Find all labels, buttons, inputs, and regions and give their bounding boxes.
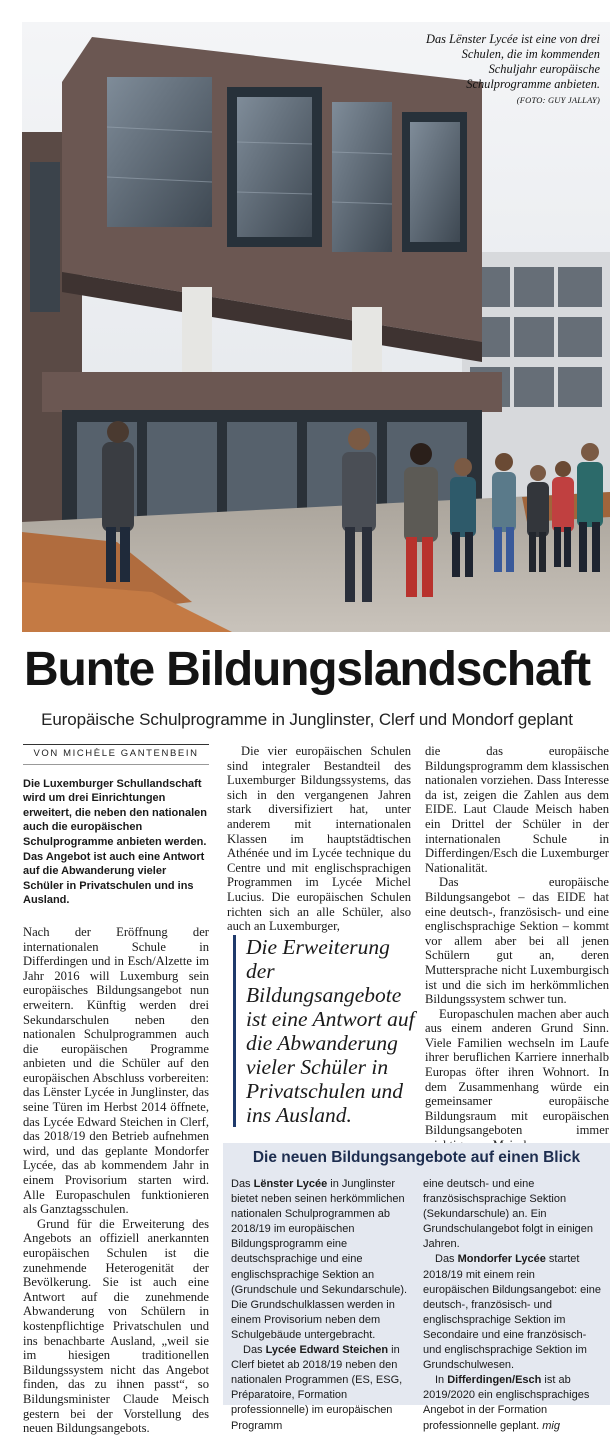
info-box-column-right [423, 1177, 603, 1434]
headline: Bunte Bildungslandschaft [24, 643, 590, 696]
text: startet 2018/19 mit einem rein europäischen Bildungsangebot: eine deutsch-, französisch- und englischsprachige Sektion im Secondaire und eine französisch- und englischsprachige Sektion im Grundschulwesen. [423, 1253, 601, 1372]
info-paragraph [423, 1373, 603, 1433]
subheadline: Europäische Schulprogramme in Junglinster, Clerf und Mondorf geplant [41, 710, 573, 729]
article-column-1 [23, 744, 209, 1436]
text: in Junglinster bietet neben seinen herkömmlichen nationalen Schulprogrammen ab 2018/19 im europäischen Bildungsprogramm eine deutschsprachige und eine englischsprachige Sektion an (Grundschule und Sekundarschule). Die Grundschulklassen werden in einem Provisorium neben dem Schulgebäude untergebracht. [231, 1178, 408, 1341]
body-paragraph: die das europäische Bildungsprogramm dem klassischen nationalen vorziehen. Dass Interesse da ist, zeigen die Zahlen aus dem EIDE. Laut Claude Meisch haben ein Drittel der Schüler in der internationalen Schule in Differdingen/Esch die Luxemburger Nationalität. [425, 744, 609, 875]
article-column-2 [227, 744, 411, 934]
info-paragraph [231, 1343, 411, 1434]
school-name: Lycée Edward Steichen [265, 1344, 389, 1357]
text: Das [231, 1178, 254, 1190]
info-box-title: Die neuen Bildungsangebote auf einen Blick [252, 1149, 581, 1166]
article-column-3 [425, 744, 609, 1153]
body-paragraph: Die vier europäischen Schulen sind integraler Bestandteil des Luxemburger Bildungssystems, das sich in den vergangenen Jahren stark diversifiziert hat, unter anderem mit internationalen Klassen im hauptstädtischen Athénée und im Lycée technique du Centre und mit englischsprachigen Programmen im Lycée Michel Lucius. Die europäischen Schulen richten sich an alle Schüler, also auch an Luxemburger, [227, 744, 411, 934]
text: In [435, 1374, 448, 1387]
info-paragraph [423, 1252, 603, 1373]
caption-text: Das Lënster Lycée ist eine von drei Schulen, die im kommenden Schuljahr europäische Schulprogramme anbieten. [426, 32, 600, 91]
text: Das [243, 1344, 266, 1357]
info-box [223, 1143, 610, 1432]
school-name: Mondorfer Lycée [457, 1253, 546, 1266]
info-box-column-left [231, 1177, 411, 1434]
info-paragraph [231, 1177, 411, 1343]
text: Das [435, 1253, 458, 1266]
info-paragraph: eine deutsch- und eine französischsprachige Sektion (Sekundarschule) an. Ein Grundschulangebot folgt in einigen Jahren. [423, 1178, 594, 1251]
text: in Clerf bietet ab 2018/19 neben den nationalen Programmen (ES, ESG, Préparatoire, Formation professionnelle) im europäischen Programm [231, 1344, 403, 1432]
photo-credit: (FOTO: GUY JALLAY) [516, 95, 600, 105]
photo-caption [415, 32, 600, 107]
location-name: Differdingen/Esch [447, 1374, 542, 1387]
article-photo [22, 22, 610, 632]
text: ist ab 2019/2020 ein englischsprachiges Angebot in der Formation professionnelle geplant. [423, 1374, 590, 1432]
school-building-illustration [22, 22, 610, 632]
body-paragraph: Nach der Eröffnung der internationalen Schule in Differdingen und in Esch/Alzette im Jahr 2016 will Luxemburg sein europäisches Bildungsangebot nun erweitern. Künftig werden drei Sekundarschulen neben den nationalen Schulprogrammen auch die europäischen Programme anbieten und die Schüler auf den europäischen Abschluss vorbereiten: das Lënster Lycée in Junglinster, das seine Türen im Herbst 2014 öffnete, das Lycée Edward Steichen in Clerf, das 2018/19 den Betrieb aufnehmen wird, und das geplante Mondorfer Lycée, das ab kommendem Jahr in einem Provisorium starten wird. Alle Europaschulen funktionieren als Ganztagsschulen. [23, 924, 209, 1217]
school-name: Lënster Lycée [253, 1178, 328, 1190]
body-paragraph: Das europäische Bildungsangebot – das EIDE hat eine deutsch-, französisch- und eine englischsprachige Sektion – kommt vor allem aber bei all jenen Schülern gut an, deren Muttersprache nicht Luxemburgisch ist und die sich im herkömmlichen Bildungssystem schwer tun. [425, 875, 609, 1007]
byline: VON MICHÈLE GANTENBEIN [23, 744, 209, 765]
pull-quote: Die Erweiterung der Bildungsangebote ist eine Antwort auf die Abwanderung vieler Schüler in Privatschulen und ins Ausland. [233, 935, 418, 1127]
body-paragraph: Grund für die Erweiterung des Angebots an offiziell anerkannten europäischen Schulen ist die zunehmende Heterogenität der Bevölkerung. Sie ist auch eine Antwort auf die zunehmende Abwanderung von Schülern in kostenpflichtige Privatschulen und ins benachbarte Ausland, „weil sie im hiesigen traditionellen Bildungssystem nicht das Angebot finden, das zu ihnen passt“, so Bildungsminister Claude Meisch gestern bei der Vorstellung des neuen Bildungsangebots. [23, 1216, 209, 1436]
lead-paragraph: Die Luxemburger Schullandschaft wird um drei Einrichtungen erweitert, die neben den nationalen auch die europäischen Schulprogramme anbieten werden. Das Angebot ist auch eine Antwort auf die Abwanderung vieler Schüler in Privatschulen und ins Ausland. [23, 777, 207, 907]
body-paragraph: Europaschulen machen aber auch aus einem anderen Grund Sinn. Viele Familien wechseln im Laufe ihrer beruflichen Karriere innerhalb Europas öfter ihren Wohnort. In dem Zusammenhang würde ein gemeinsamer europäische Bildungsraum mit europäischen Bildungsangeboten immer [425, 1006, 609, 1138]
author-signature: mig [542, 1419, 560, 1432]
